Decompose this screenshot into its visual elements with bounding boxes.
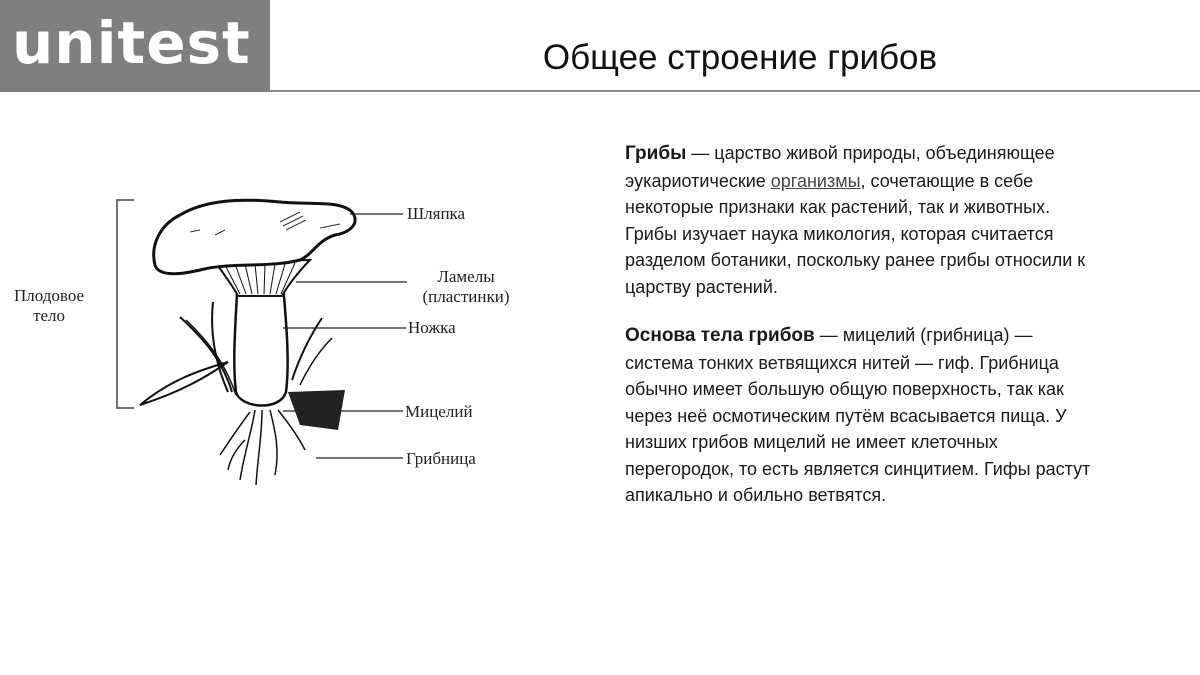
label-stem: Ножка <box>408 318 456 337</box>
label-fruiting-body <box>14 286 84 325</box>
term-body-basis: Основа тела грибов <box>625 325 815 346</box>
page-title: Общее строение грибов <box>542 38 938 77</box>
p1-text-part1: — царство живой природы, объединяющее эукариотические <box>625 143 1055 191</box>
mushroom-diagram <box>0 180 560 500</box>
unitest-logo <box>0 0 270 92</box>
mushroom-illustration <box>0 180 560 500</box>
term-fungi: Грибы <box>625 143 687 164</box>
p1-text-part2: , сочетающие в себе некоторые признаки как растений, так и животных. Грибы изучает наука микология, которая считается разделом ботаники, поскольку ранее грибы относили к царству растений. <box>625 170 1086 297</box>
description-text <box>625 140 1095 531</box>
label-fruiting-body-line2: тело <box>33 305 66 325</box>
header-divider <box>270 90 1200 92</box>
label-gills-line2: (пластинки) <box>422 286 510 306</box>
logo-text: unitest <box>12 9 251 77</box>
label-gills <box>406 267 526 306</box>
label-hyphae: Грибница <box>406 449 476 468</box>
paragraph-mycelium <box>625 322 1095 509</box>
link-organisms[interactable]: организмы <box>770 170 861 191</box>
paragraph-fungi-definition <box>625 140 1095 300</box>
label-gills-line1: Ламелы <box>437 267 495 286</box>
label-mycelium: Мицелий <box>405 402 473 421</box>
p2-text: — мицелий (грибница) — система тонких ветвящихся нитей — гиф. Грибница обычно имеет большую общую поверхность, так как через неё осмотическим путём всасывается пища. У низших грибов мицелий не имеет клеточных перегородок, то есть является синцитием. Гифы растут апикально и обильно ветвятся. <box>625 325 1091 505</box>
label-fruiting-body-line1: Плодовое <box>14 286 85 305</box>
label-cap: Шляпка <box>407 204 466 223</box>
